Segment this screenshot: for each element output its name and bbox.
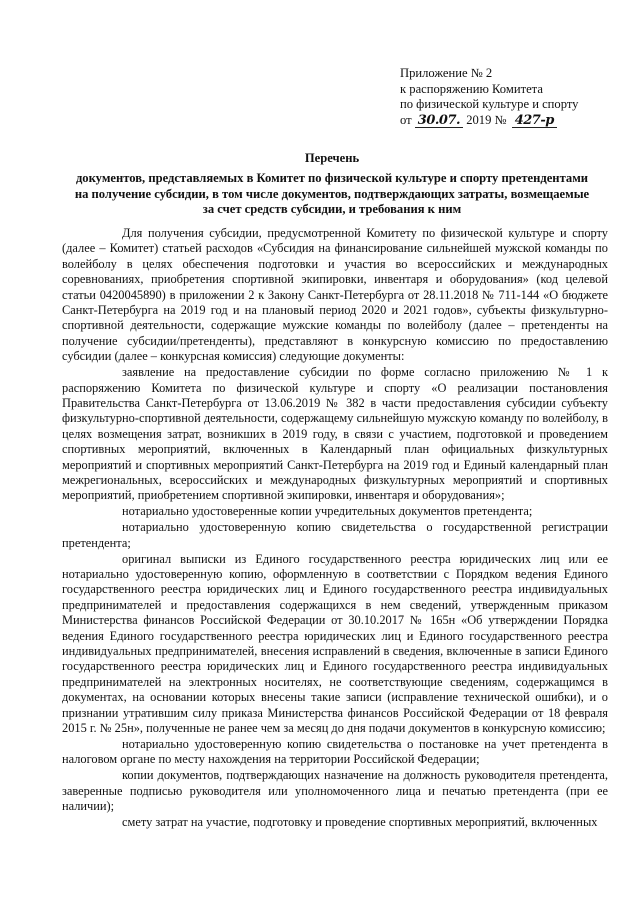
paragraph-registration-certificate: нотариально удостоверенную копию свидетельства о государственной регистрации претендента; — [62, 520, 608, 550]
paragraph-intro: Для получения субсидии, предусмотренной Комитету по физической культуре и спорту (далее – Комитет) статьей расходов «Субсидия на финансирование сильнейшей мужской команды по волейболу в целях обеспечения подготовки и участия во всероссийских и международных соревнованиях, приобретения спортивной экипировки, инвентаря и оборудования» (код целевой статьи 0420045890) в приложении 2 к Закону Санкт-Петербурга от 28.11.2018 № 711-144 «О бюджете Санкт-Петербурга на 2019 год и на плановый период 2020 и 2021 годов», субъекты физкультурно-спортивной деятельности, содержащие мужские команды по волейболу (далее – претенденты на получение субсидии/претенденты), представляют в конкурсную комиссию по предоставлению субсидии (далее – конкурсная комиссия) следующие документы: — [62, 226, 608, 364]
appendix-date-line — [400, 113, 578, 129]
paragraph-application: заявление на предоставление субсидии по форме согласно приложению № 1 к распоряжению Комитета по физической культуре и спорту «О реализации постановления Правительства Санкт-Петербурга от 13.06.2019 № 382 в части предоставления субсидии субъекту физкультурно-спортивной деятельности, содержащему сильнейшую мужскую команду по волейболу, в целях возмещения затрат, возникших в 2019 году, в связи с участием, подготовкой и проведением спортивных мероприятий, включенных в Календарный план официальных физкультурных мероприятий и спортивных мероприятий Санкт-Петербурга на 2019 год и Единый календарный план межрегиональных, всероссийских и международных физкультурных мероприятий и спортивных мероприятий, приобретением спортивной экипировки, инвентаря и оборудования»; — [62, 365, 608, 503]
appendix-order-ref: к распоряжению Комитета — [400, 81, 543, 96]
paragraph-tax-certificate: нотариально удостоверенную копию свидетельства о постановке на учет претендента в налоговом органе по месту нахождения на территории Российской Федерации; — [62, 736, 608, 767]
from-label: от — [400, 112, 412, 127]
title-line-3: за счет средств субсидии, и требования к ним — [202, 202, 462, 217]
handwritten-number: 427-р — [512, 115, 557, 128]
document-title — [62, 151, 602, 218]
paragraph-director-appointment: копии документов, подтверждающих назначение на должность руководителя претендента, заверенные подписью руководителя или уполномоченного лица и печатью претендента (при ее наличии); — [62, 768, 608, 814]
paragraph-cost-estimate: смету затрат на участие, подготовку и проведение спортивных мероприятий, включенных — [122, 814, 598, 829]
paragraph-charter-copies: нотариально удостоверенные копии учредительных документов претендента; — [122, 504, 533, 519]
title-line-2: на получение субсидии, в том числе документов, подтверждающих затраты, возмещаемые — [74, 186, 590, 201]
handwritten-date: 30.07. — [415, 115, 463, 128]
appendix-committee: по физической культуре и спорту — [400, 97, 579, 111]
appendix-number: Приложение № 2 — [400, 66, 493, 80]
title-line-1: документов, представляемых в Комитет по физической культуре и спорту претендентами — [75, 170, 589, 185]
title-heading: Перечень — [304, 151, 360, 165]
document-body — [62, 226, 608, 830]
appendix-header — [400, 66, 578, 128]
paragraph-registry-extract: оригинал выписки из Единого государственного реестра юридических лиц или ее нотариально удостоверенную копию, оформленную в соответствии с Порядком ведения Единого государственного реестра юридических лиц и Единого государственного реестра индивидуальных предпринимателей и предоставления содержащихся в нем сведений, утвержденным приказом Министерства финансов Российской Федерации от 30.10.2017 № 165н «Об утверждении Порядка ведения Единого государственного реестра юридических лиц и Единого государственного реестра индивидуальных предпринимателей, внесения исправлений в сведения, включенные в записи Единого государственного реестра юридических лиц и Единого государственного реестра индивидуальных предпринимателей на электронных носителях, не соответствующие сведениям, содержащимся в документах, на основании которых внесены такие записи (исправление технической ошибки), и о признании утратившим силу приказа Министерства финансов Российской Федерации от 18 февраля 2015 г. № 25н», полученные не ранее чем за месяц до дня подачи документов в конкурсную комиссию; — [62, 551, 608, 735]
year-label: 2019 № — [466, 112, 507, 127]
